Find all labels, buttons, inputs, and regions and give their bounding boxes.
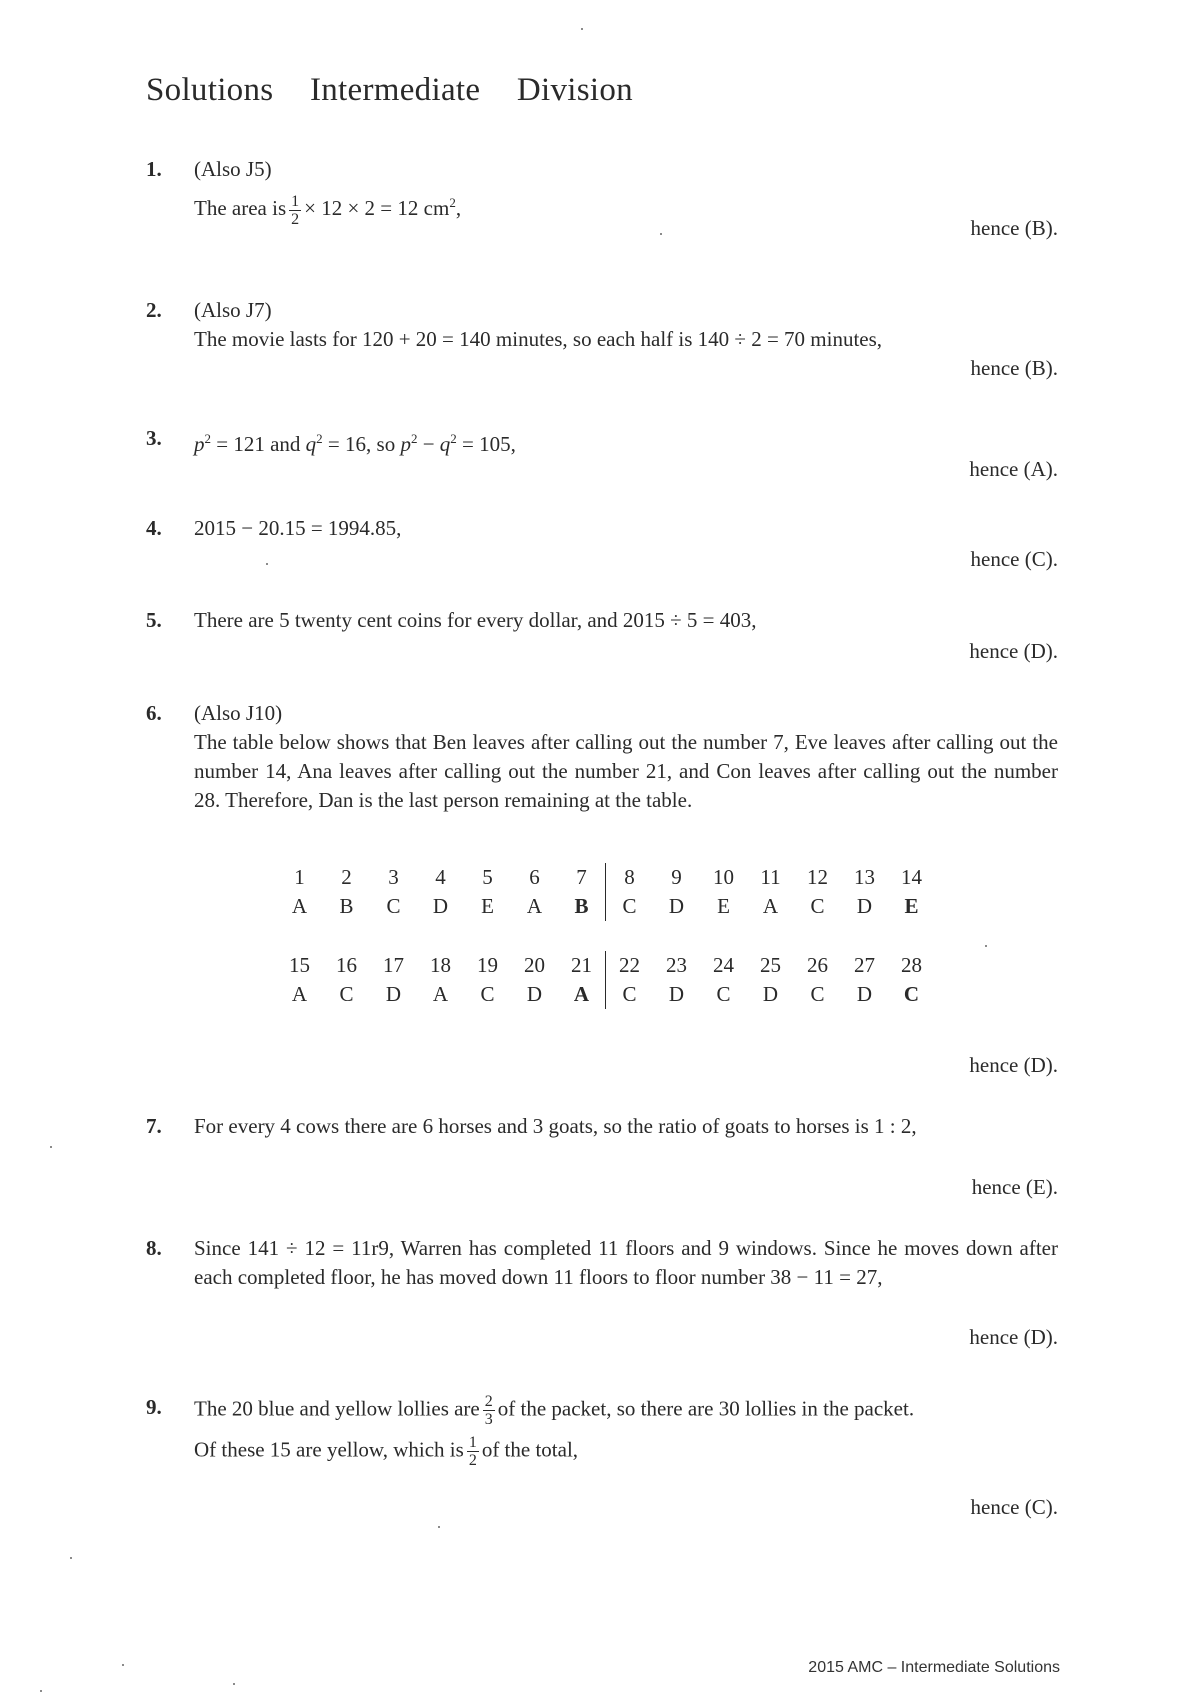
- scan-speck: [438, 1526, 440, 1528]
- table-cell: 18: [430, 953, 451, 977]
- table-cell: A: [558, 980, 606, 1009]
- sequence-table-2: [276, 951, 935, 1009]
- answer-line: hence (C).: [970, 1495, 1058, 1519]
- table-cell: 23: [666, 953, 687, 977]
- fraction: $\frac{2}{3}$: [484, 1393, 493, 1428]
- scan-speck: [660, 233, 662, 235]
- answer-line: hence (D).: [969, 1325, 1058, 1349]
- solution-text: There are 5 twenty cent coins for every dollar, and 2015 ÷ 5 = 403,: [194, 608, 757, 632]
- problem-number: 2.: [146, 298, 162, 322]
- table-cell: D: [668, 894, 685, 918]
- solution-text: 2015 − 20.15 = 1994.85,: [194, 516, 402, 540]
- scan-speck: [233, 1683, 235, 1685]
- fraction: $\frac{1}{2}$: [468, 1434, 477, 1469]
- solution-text: The area is $\frac{1}{2}$ × 12 × 2 = 12 $cm^2$,: [194, 192, 462, 228]
- problem-number: 9.: [146, 1395, 162, 1419]
- problem-8: [146, 1234, 1058, 1349]
- problem-7: [146, 1112, 1058, 1199]
- table-cell: 6: [529, 865, 540, 889]
- table-cell: D: [432, 894, 449, 918]
- problem-2: [146, 296, 1058, 380]
- solution-text: Since 141 ÷ 12 = 11r9, Warren has completed 11 floors and 9 windows. Since he moves down after each completed floor, he has moved down 11 floors to floor number 38 − 11 = 27,: [194, 1236, 1058, 1289]
- scan-speck: [581, 28, 583, 30]
- table-cell: 4: [435, 865, 446, 889]
- table-cell: C: [903, 982, 920, 1006]
- scan-speck: [70, 1557, 72, 1559]
- table-cell: 28: [901, 953, 922, 977]
- fraction: $\frac{1}{2}$: [291, 192, 300, 228]
- table-cell: D: [668, 982, 685, 1006]
- problem-4: [146, 514, 1058, 571]
- problem-number: 8.: [146, 1236, 162, 1260]
- answer-line: hence (D).: [969, 639, 1058, 663]
- problem-number: 1.: [146, 157, 162, 181]
- table-cell: 26: [807, 953, 828, 977]
- table-cell: B: [558, 892, 606, 921]
- problem-5: [146, 606, 1058, 663]
- solution-text: The table below shows that Ben leaves after calling out the number 7, Eve leaves after calling out the number 14, Ana leaves after calling out the number 21, and Con leaves after calling out the number 28. Therefore, Dan is the last person remaining at the table.: [194, 730, 1058, 812]
- page-footer: 2015 AMC – Intermediate Solutions: [808, 1659, 1060, 1676]
- table-cell: C: [339, 982, 354, 1006]
- table-cell: 20: [524, 953, 545, 977]
- title-division: Intermediate Division: [309, 72, 633, 108]
- problem-number: 5.: [146, 608, 162, 632]
- table-cell: E: [481, 894, 494, 918]
- answer-line: hence (A).: [969, 457, 1058, 481]
- scan-speck: [40, 1690, 42, 1692]
- table-cell: A: [526, 894, 543, 918]
- table-cell: A: [762, 894, 779, 918]
- also-reference: (Also J5): [194, 157, 272, 181]
- also-reference: (Also J7): [194, 298, 272, 322]
- table-cell: D: [762, 982, 779, 1006]
- problem-number: 6.: [146, 701, 162, 725]
- table-cell: D: [856, 894, 873, 918]
- scan-speck: [266, 563, 268, 565]
- table-cell: E: [717, 894, 730, 918]
- scan-speck: [50, 1146, 52, 1148]
- page-title: [146, 72, 633, 109]
- answer-line: hence (C).: [970, 547, 1058, 571]
- table-cell: C: [810, 894, 825, 918]
- table-cell: D: [526, 982, 543, 1006]
- table-cell: 22: [619, 953, 640, 977]
- table-cell: C: [386, 894, 401, 918]
- answer-line: hence (B).: [970, 356, 1058, 380]
- solution-text: The 20 blue and yellow lollies are $\frac{2}{3}$ of the packet, so there are 30 lollies in the packet. Of these 15 are yellow, which is $\frac{1}{2}$ of the total,: [194, 1393, 915, 1469]
- table-cell: 12: [807, 865, 828, 889]
- scan-speck: [985, 945, 987, 947]
- table-cell: E: [904, 894, 919, 918]
- table-cell: C: [716, 982, 731, 1006]
- table-cell: B: [339, 894, 354, 918]
- table-cell: 25: [760, 953, 781, 977]
- problem-number: 4.: [146, 516, 162, 540]
- problem-3: [146, 424, 1058, 481]
- table-cell: 14: [901, 865, 922, 889]
- solution-text: $p^2 = 121$ and $q^2 = 16$, so $p^2 - q^2 = 105$,: [194, 431, 516, 456]
- table-cell: 21: [558, 951, 606, 980]
- solution-text: For every 4 cows there are 6 horses and 3 goats, so the ratio of goats to horses is 1 : 2,: [194, 1114, 917, 1138]
- table-cell: C: [622, 894, 637, 918]
- title-solutions: Solutions: [146, 72, 274, 108]
- table-cell: 19: [477, 953, 498, 977]
- table-cell: 9: [671, 865, 682, 889]
- table-cell: 5: [482, 865, 493, 889]
- solution-text: The movie lasts for 120 + 20 = 140 minutes, so each half is 140 ÷ 2 = 70 minutes,: [194, 327, 883, 351]
- answer-line: hence (B).: [970, 216, 1058, 240]
- table-cell: 7: [558, 863, 606, 892]
- table-cell: D: [856, 982, 873, 1006]
- table-cell: 8: [624, 865, 635, 889]
- table-cell: A: [291, 982, 308, 1006]
- table-cell: 10: [713, 865, 734, 889]
- table-cell: 11: [760, 865, 781, 889]
- sequence-table-1: [276, 863, 935, 921]
- answer-line: hence (E).: [971, 1175, 1058, 1199]
- scan-speck: [122, 1664, 124, 1666]
- answer-line: hence (D).: [969, 1053, 1058, 1077]
- table-cell: 27: [854, 953, 875, 977]
- table-cell: 24: [713, 953, 734, 977]
- table-cell: A: [291, 894, 308, 918]
- problem-1: [146, 155, 1058, 240]
- table-cell: A: [432, 982, 449, 1006]
- table-cell: D: [385, 982, 402, 1006]
- table-cell: 1: [294, 865, 305, 889]
- table-cell: 16: [336, 953, 357, 977]
- table-cell: 15: [289, 953, 310, 977]
- problem-9: [146, 1393, 1058, 1519]
- table-cell: 2: [341, 865, 352, 889]
- table-cell: 17: [383, 953, 404, 977]
- table-cell: 3: [388, 865, 399, 889]
- problem-number: 7.: [146, 1114, 162, 1138]
- problem-number: 3.: [146, 426, 162, 450]
- table-cell: C: [810, 982, 825, 1006]
- table-cell: C: [622, 982, 637, 1006]
- table-cell: 13: [854, 865, 875, 889]
- table-cell: C: [480, 982, 495, 1006]
- also-reference: (Also J10): [194, 701, 283, 725]
